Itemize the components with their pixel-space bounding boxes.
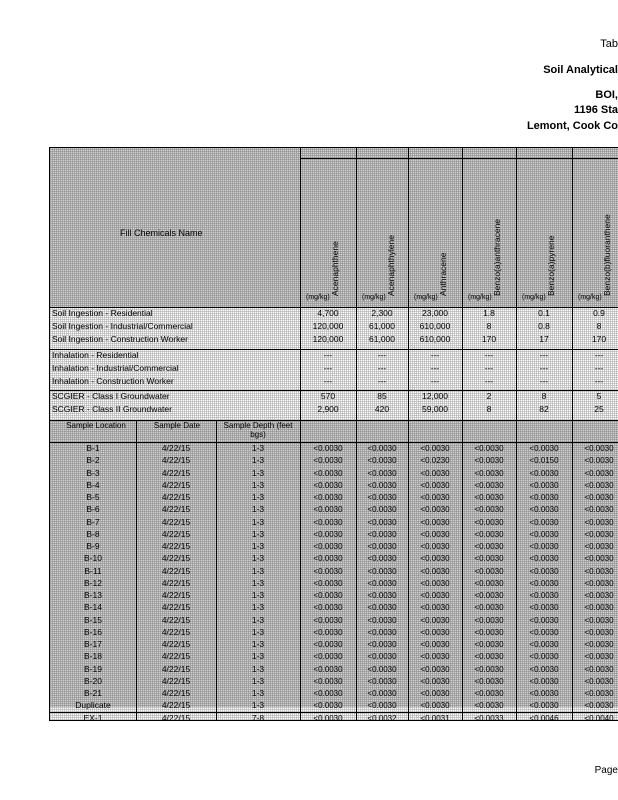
sample-value: <0.0030 [420, 689, 450, 698]
sample-value: <0.0031 [420, 713, 450, 721]
sample-value: <0.0030 [313, 652, 343, 662]
sample-value: <0.0033 [474, 713, 504, 721]
column-divider [356, 148, 357, 720]
criteria-value: --- [323, 376, 333, 386]
column-header: Benzo(b)fluoranthene [602, 214, 612, 296]
header-line-2: Soil Analytical [543, 64, 618, 76]
sample-location: B-6 [86, 504, 100, 515]
sample-value: <0.0030 [313, 676, 343, 686]
column-header: Benzo(a)pyrene [546, 235, 556, 296]
sample-location: B-14 [84, 602, 102, 613]
column-unit: (mg/kg) [362, 294, 386, 301]
sample-depth: 1-3 [251, 577, 265, 588]
sample-value: <0.0030 [474, 627, 504, 637]
criteria-label: Inhalation - Residential [52, 349, 139, 360]
sample-date: 4/22/15 [161, 626, 191, 637]
sample-value: <0.0030 [529, 517, 559, 527]
sample-value: <0.0030 [367, 701, 397, 711]
sample-value: <0.0030 [367, 542, 397, 551]
row-divider [300, 158, 618, 159]
sample-value: <0.0030 [529, 603, 559, 613]
sample-value: <0.0030 [367, 640, 397, 649]
sample-value: <0.0030 [367, 627, 397, 637]
criteria-value: 0.9 [593, 308, 605, 318]
sample-value: <0.0030 [367, 603, 397, 613]
sample-value: <0.0030 [584, 676, 614, 686]
sample-value: <0.0030 [420, 517, 450, 527]
sample-value: <0.0030 [474, 615, 504, 625]
criteria-value: 61,000 [369, 321, 395, 332]
sample-date: 4/22/15 [161, 614, 191, 625]
sample-value: <0.0030 [474, 529, 504, 539]
sample-value: <0.0030 [584, 529, 614, 539]
sample-value: <0.0030 [313, 444, 343, 453]
criteria-value: --- [539, 349, 549, 360]
sample-value: <0.0030 [529, 529, 559, 539]
sample-depth: 1-3 [251, 467, 265, 478]
sample-value: <0.0046 [529, 713, 559, 721]
sample-value: <0.0030 [313, 554, 343, 564]
sample-date: 4/22/15 [161, 492, 191, 502]
sample-value: <0.0030 [474, 554, 504, 564]
criteria-value: 170 [481, 334, 497, 345]
sample-date: 4/22/15 [161, 565, 191, 576]
sample-value: <0.0030 [529, 664, 559, 674]
sample-value: <0.0030 [420, 615, 450, 625]
sample-value: <0.0030 [420, 505, 450, 515]
sample-value: <0.0030 [474, 640, 504, 649]
sample-date: 4/22/15 [161, 602, 191, 613]
column-divider [300, 148, 301, 720]
sample-location: B-15 [84, 614, 102, 625]
sample-depth: 1-3 [251, 663, 265, 674]
sample-location: B-2 [86, 455, 100, 466]
sample-value: <0.0030 [474, 578, 504, 588]
sample-value: <0.0030 [367, 444, 397, 453]
column-divider [408, 148, 409, 720]
soil-analytical-table [49, 147, 618, 721]
criteria-value: 1.8 [483, 308, 495, 318]
criteria-label: Soil Ingestion - Residential [52, 308, 153, 318]
sample-value: <0.0030 [529, 627, 559, 637]
sample-depth: 1-3 [251, 614, 265, 625]
sample-value: <0.0030 [474, 468, 504, 478]
criteria-value: --- [594, 349, 604, 360]
sample-value: <0.0030 [584, 652, 614, 662]
sample-value: <0.0030 [367, 554, 397, 564]
sample-value: <0.0030 [474, 456, 504, 466]
criteria-value: --- [377, 362, 387, 373]
sample-date: 4/22/15 [161, 541, 191, 551]
sample-location: B-8 [86, 528, 100, 539]
sample-location: B-5 [86, 492, 100, 502]
sample-date: 4/22/15 [161, 590, 191, 600]
sample-value: <0.0030 [584, 542, 614, 551]
sample-value: <0.0030 [529, 542, 559, 551]
sample-location: B-12 [84, 577, 102, 588]
column-header: Acenaphthylene [386, 235, 396, 296]
sample-date: 4/22/15 [161, 479, 191, 490]
sample-value: <0.0030 [584, 456, 614, 466]
sample-value: <0.0030 [313, 640, 343, 649]
criteria-label: Soil Ingestion - Construction Worker [52, 334, 188, 345]
sample-value: <0.0030 [420, 566, 450, 576]
sample-value: <0.0030 [420, 468, 450, 478]
sample-value: <0.0030 [529, 676, 559, 686]
sample-value: <0.0030 [420, 591, 450, 600]
sample-depth: 7-8 [251, 712, 265, 721]
sample-depth: 1-3 [251, 516, 265, 527]
sample-value: <0.0230 [420, 456, 450, 466]
page-footer: Page [594, 765, 618, 776]
sample-depth: 1-3 [251, 565, 265, 576]
criteria-label: Soil Ingestion - Industrial/Commercial [52, 321, 193, 332]
sample-value: <0.0030 [584, 689, 614, 698]
sample-value: <0.0030 [584, 517, 614, 527]
sample-location: B-4 [86, 479, 100, 490]
column-unit: (mg/kg) [522, 294, 546, 301]
header-line-3: BOI, [595, 89, 618, 101]
sample-date: 4/22/15 [161, 467, 191, 478]
criteria-value: 2,900 [317, 404, 339, 415]
sample-value: <0.0030 [367, 578, 397, 588]
sample-value: <0.0030 [313, 615, 343, 625]
sample-value: <0.0030 [474, 701, 504, 711]
sample-value: <0.0030 [313, 713, 343, 721]
sample-date: 4/22/15 [161, 688, 191, 698]
column-unit: (mg/kg) [306, 294, 330, 301]
sample-value: <0.0030 [420, 444, 450, 453]
sample-value: <0.0030 [420, 554, 450, 564]
criteria-value: 0.1 [538, 308, 550, 318]
sample-value: <0.0030 [420, 664, 450, 674]
sample-value: <0.0030 [420, 603, 450, 613]
sample-value: <0.0032 [367, 713, 397, 721]
column-unit: (mg/kg) [414, 294, 438, 301]
sample-header: Sample Location [66, 421, 126, 430]
criteria-value: --- [484, 376, 494, 386]
sample-value: <0.0030 [584, 493, 614, 502]
sample-value: <0.0030 [367, 566, 397, 576]
sample-value: <0.0030 [313, 542, 343, 551]
sample-value: <0.0030 [529, 689, 559, 698]
criteria-value: 8 [486, 404, 492, 415]
sample-location: B-11 [84, 565, 102, 576]
sample-value: <0.0030 [584, 603, 614, 613]
sample-depth: 1-3 [251, 688, 265, 698]
criteria-value: --- [323, 349, 333, 360]
sample-value: <0.0030 [584, 505, 614, 515]
sample-date: 4/22/15 [161, 516, 191, 527]
sample-value: <0.0030 [584, 566, 614, 576]
sample-depth: 1-3 [251, 553, 265, 564]
sample-location: B-9 [86, 541, 100, 551]
criteria-value: --- [539, 362, 549, 373]
sample-location: B-17 [84, 639, 102, 649]
sample-value: <0.0030 [367, 517, 397, 527]
sample-location: EX-1 [83, 712, 103, 721]
sample-value: <0.0030 [529, 444, 559, 453]
sample-value: <0.0030 [420, 529, 450, 539]
sample-value: <0.0030 [474, 689, 504, 698]
sample-value: <0.0030 [313, 480, 343, 490]
header-line-5: Lemont, Cook Co [526, 120, 618, 132]
sample-value: <0.0030 [474, 664, 504, 674]
header-line-1: Tab [600, 38, 618, 50]
sample-value: <0.0030 [584, 480, 614, 490]
sample-value: <0.0150 [529, 456, 559, 466]
criteria-value: 2,300 [371, 308, 393, 318]
sample-value: <0.0030 [313, 701, 343, 711]
column-header: Acenaphthene [330, 241, 340, 296]
sample-depth: 1-3 [251, 479, 265, 490]
sample-location: B-18 [84, 651, 102, 662]
sample-date: 4/22/15 [161, 577, 191, 588]
sample-value: <0.0030 [367, 493, 397, 502]
sample-value: <0.0030 [474, 603, 504, 613]
sample-depth: 1-3 [251, 675, 265, 686]
sample-value: <0.0030 [313, 517, 343, 527]
criteria-value: 61,000 [369, 334, 395, 345]
criteria-value: 570 [320, 391, 336, 402]
criteria-value: --- [430, 376, 440, 386]
sample-value: <0.0030 [474, 480, 504, 490]
sample-header: Sample Depth (feet bgs) [223, 421, 293, 439]
sample-value: <0.0030 [584, 615, 614, 625]
sample-location: Duplicate [75, 700, 111, 711]
sample-value: <0.0030 [529, 468, 559, 478]
sample-value: <0.0030 [529, 640, 559, 649]
sample-value: <0.0030 [529, 701, 559, 711]
criteria-value: 8 [596, 321, 602, 332]
sample-value: <0.0030 [584, 591, 614, 600]
criteria-label: Inhalation - Construction Worker [52, 376, 174, 386]
sample-value: <0.0030 [367, 615, 397, 625]
criteria-value: 610,000 [419, 334, 451, 345]
sample-value: <0.0030 [367, 480, 397, 490]
sample-value: <0.0030 [367, 505, 397, 515]
column-divider [462, 148, 463, 720]
sample-value: <0.0030 [529, 652, 559, 662]
sample-value: <0.0030 [474, 517, 504, 527]
sample-value: <0.0030 [367, 652, 397, 662]
criteria-value: 82 [539, 404, 549, 415]
column-divider [216, 420, 217, 720]
sample-location: B-13 [84, 590, 102, 600]
column-divider [572, 148, 573, 720]
criteria-value: 23,000 [422, 308, 448, 318]
sample-value: <0.0030 [313, 566, 343, 576]
criteria-value: 610,000 [419, 321, 451, 332]
sample-value: <0.0030 [313, 689, 343, 698]
criteria-label: SCGIER - Class I Groundwater [52, 391, 170, 402]
sample-date: 4/22/15 [161, 455, 191, 466]
criteria-value: 2 [486, 391, 492, 402]
criteria-value: --- [484, 362, 494, 373]
sample-value: <0.0030 [529, 566, 559, 576]
sample-value: <0.0030 [584, 468, 614, 478]
sample-location: B-3 [86, 467, 100, 478]
sample-value: <0.0030 [313, 664, 343, 674]
sample-value: <0.0030 [584, 640, 614, 649]
column-unit: (mg/kg) [578, 294, 602, 301]
sample-value: <0.0030 [367, 664, 397, 674]
sample-value: <0.0030 [420, 480, 450, 490]
sample-value: <0.0030 [474, 505, 504, 515]
sample-depth: 1-3 [251, 528, 265, 539]
column-header: Benzo(a)anthracene [492, 218, 502, 296]
sample-depth: 1-3 [251, 504, 265, 515]
criteria-value: --- [594, 362, 604, 373]
sample-value: <0.0030 [584, 627, 614, 637]
sample-value: <0.0030 [420, 701, 450, 711]
sample-value: <0.0030 [584, 554, 614, 564]
criteria-value: 85 [377, 391, 387, 402]
sample-value: <0.0030 [420, 640, 450, 649]
sample-date: 4/22/15 [161, 528, 191, 539]
sample-value: <0.0030 [529, 591, 559, 600]
sample-value: <0.0030 [529, 615, 559, 625]
sample-depth: 1-3 [251, 443, 265, 453]
criteria-value: --- [377, 376, 387, 386]
sample-depth: 1-3 [251, 541, 265, 551]
sample-location: B-1 [86, 443, 100, 453]
criteria-value: 420 [374, 404, 390, 415]
sample-date: 4/22/15 [161, 651, 191, 662]
criteria-value: 4,700 [317, 308, 339, 318]
column-header: Anthracene [438, 252, 448, 296]
sample-value: <0.0030 [529, 578, 559, 588]
sample-value: <0.0030 [367, 591, 397, 600]
column-divider [516, 148, 517, 720]
sample-header: Sample Date [153, 421, 201, 430]
sample-value: <0.0030 [474, 566, 504, 576]
sample-value: <0.0030 [474, 542, 504, 551]
sample-value: <0.0030 [584, 578, 614, 588]
sample-value: <0.0030 [367, 468, 397, 478]
sample-date: 4/22/15 [161, 712, 191, 721]
column-divider [136, 420, 137, 720]
sample-depth: 1-3 [251, 639, 265, 649]
row-divider [50, 420, 618, 421]
sample-date: 4/22/15 [161, 639, 191, 649]
sample-value: <0.0030 [420, 493, 450, 502]
sample-date: 4/22/15 [161, 553, 191, 564]
criteria-value: 120,000 [312, 321, 344, 332]
criteria-value: 8 [486, 321, 492, 332]
criteria-value: 25 [594, 404, 604, 415]
sample-value: <0.0030 [584, 444, 614, 453]
sample-value: <0.0030 [474, 676, 504, 686]
sample-value: <0.0030 [420, 676, 450, 686]
sample-value: <0.0030 [474, 652, 504, 662]
sample-value: <0.0030 [313, 505, 343, 515]
sample-value: <0.0030 [474, 493, 504, 502]
sample-value: <0.0030 [313, 456, 343, 466]
sample-date: 4/22/15 [161, 675, 191, 686]
criteria-value: 17 [539, 334, 549, 345]
header-line-4: 1196 Sta [573, 104, 618, 116]
sample-value: <0.0030 [313, 578, 343, 588]
criteria-value: 5 [596, 391, 602, 402]
sample-value: <0.0030 [529, 493, 559, 502]
column-unit: (mg/kg) [468, 294, 492, 301]
sample-value: <0.0030 [420, 627, 450, 637]
sample-value: <0.0030 [420, 542, 450, 551]
criteria-label: Inhalation - Industrial/Commercial [52, 362, 179, 373]
criteria-value: --- [430, 362, 440, 373]
corner-label: Fill Chemicals Name [120, 228, 203, 238]
sample-location: B-10 [84, 553, 102, 564]
criteria-value: 0.8 [538, 321, 550, 332]
criteria-value: --- [430, 349, 440, 360]
sample-date: 4/22/15 [161, 700, 191, 711]
sample-value: <0.0030 [529, 554, 559, 564]
criteria-value: 170 [591, 334, 607, 345]
sample-value: <0.0030 [420, 578, 450, 588]
criteria-value: 12,000 [422, 391, 448, 402]
sample-date: 4/22/15 [161, 443, 191, 453]
sample-value: <0.0030 [313, 627, 343, 637]
sample-value: <0.0030 [367, 689, 397, 698]
criteria-value: --- [484, 349, 494, 360]
sample-value: <0.0030 [474, 591, 504, 600]
sample-value: <0.0030 [367, 676, 397, 686]
sample-date: 4/22/15 [161, 663, 191, 674]
criteria-value: 120,000 [312, 334, 344, 345]
sample-depth: 1-3 [251, 602, 265, 613]
sample-value: <0.0030 [313, 468, 343, 478]
sample-depth: 1-3 [251, 492, 265, 502]
sample-location: B-7 [86, 516, 100, 527]
sample-value: <0.0030 [474, 444, 504, 453]
criteria-value: --- [323, 362, 333, 373]
sample-value: <0.0030 [313, 493, 343, 502]
sample-value: <0.0030 [584, 664, 614, 674]
sample-value: <0.0030 [529, 480, 559, 490]
criteria-value: 8 [541, 391, 547, 402]
sample-depth: 1-3 [251, 590, 265, 600]
sample-location: B-20 [84, 675, 102, 686]
sample-value: <0.0030 [313, 591, 343, 600]
sample-value: <0.0030 [420, 652, 450, 662]
criteria-label: SCGIER - Class II Groundwater [52, 404, 172, 415]
sample-location: B-21 [84, 688, 102, 698]
sample-location: B-16 [84, 626, 102, 637]
criteria-value: --- [377, 349, 387, 360]
sample-depth: 1-3 [251, 626, 265, 637]
sample-value: <0.0030 [313, 603, 343, 613]
sample-value: <0.0030 [367, 456, 397, 466]
sample-value: <0.0040 [584, 713, 614, 721]
criteria-value: 59,000 [422, 404, 448, 415]
sample-depth: 1-3 [251, 700, 265, 711]
sample-value: <0.0030 [313, 529, 343, 539]
sample-value: <0.0030 [529, 505, 559, 515]
sample-depth: 1-3 [251, 455, 265, 466]
criteria-value: --- [539, 376, 549, 386]
sample-value: <0.0030 [584, 701, 614, 711]
sample-depth: 1-3 [251, 651, 265, 662]
sample-value: <0.0030 [367, 529, 397, 539]
criteria-value: --- [594, 376, 604, 386]
sample-location: B-19 [84, 663, 102, 674]
sample-date: 4/22/15 [161, 504, 191, 515]
